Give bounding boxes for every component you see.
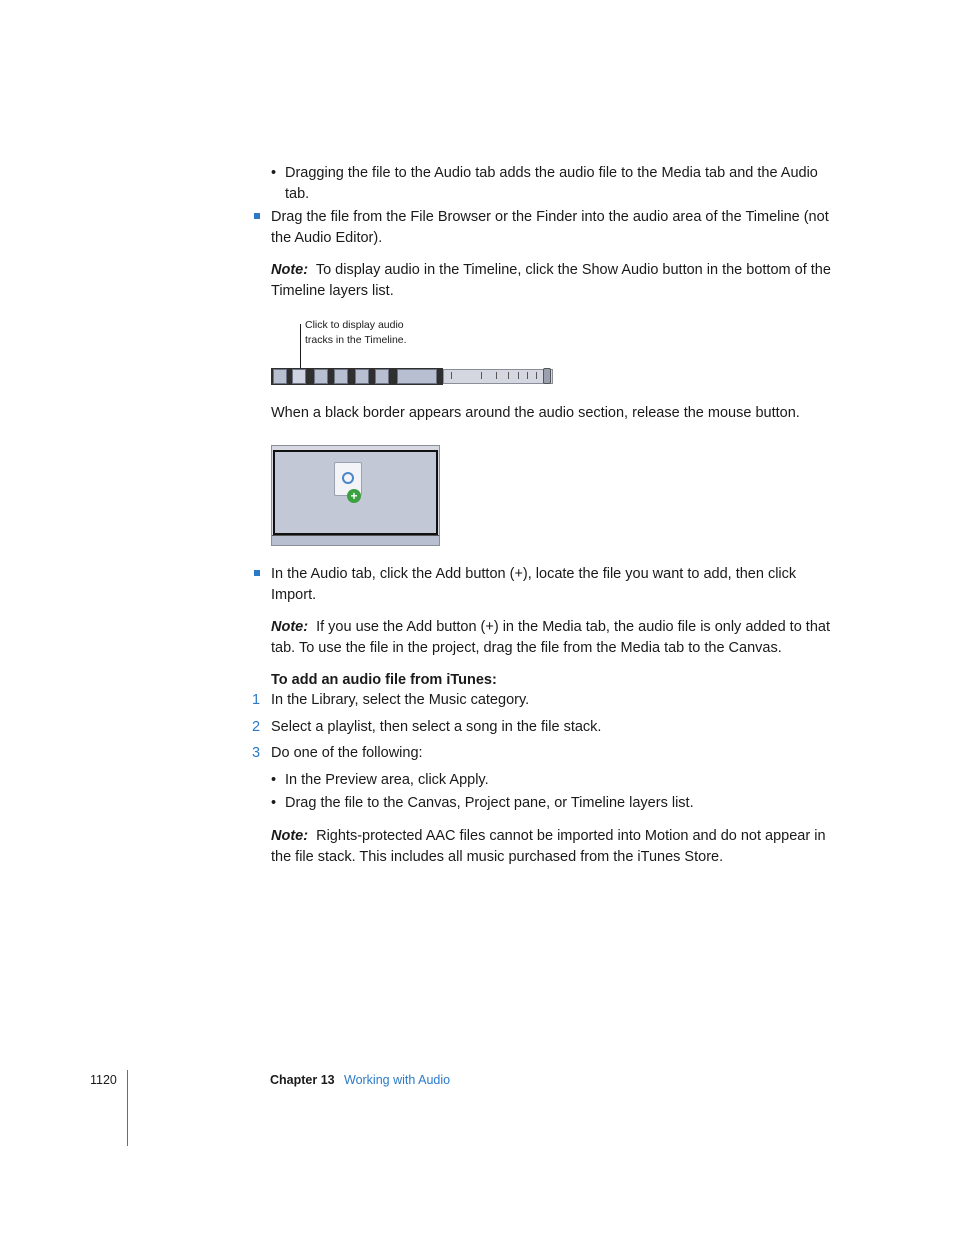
step-text: Select a playlist, then select a song in the file stack. xyxy=(271,719,602,735)
sub-bullet-text: In the Preview area, click Apply. xyxy=(285,772,489,788)
slider-tick xyxy=(508,372,509,379)
mini-toolbar xyxy=(272,535,439,545)
note-text: If you use the Add button (+) in the Media tab, the audio file is only added to that tab. To use the file in the project, drag the file from the Media tab to the Canvas. xyxy=(271,619,830,656)
step-number: 2 xyxy=(252,719,261,735)
speaker-icon xyxy=(342,472,354,484)
slider-tick xyxy=(527,372,528,379)
sub-bullet-text: Dragging the file to the Audio tab adds the audio file to the Media tab and the Audio tab. xyxy=(285,165,818,202)
footer-rule xyxy=(127,1070,128,1146)
slider-tick xyxy=(481,372,482,379)
note xyxy=(271,260,831,301)
slider-tick xyxy=(496,372,497,379)
slider-tick xyxy=(451,372,452,379)
note-label: Note: xyxy=(271,619,309,635)
square-bullet-icon xyxy=(254,570,260,576)
square-bullet-icon xyxy=(254,213,260,219)
note-text: To display audio in the Timeline, click the Show Audio button in the bottom of the Timeline layers list. xyxy=(271,262,831,299)
layers-icon[interactable] xyxy=(273,369,287,384)
callout-line xyxy=(300,324,301,370)
sub-bullet-text: Drag the file to the Canvas, Project pane, or Timeline layers list. xyxy=(285,795,694,811)
note xyxy=(271,617,831,658)
page-number: 1120 xyxy=(90,1073,117,1087)
callout-text: Click to display audio tracks in the Timeline. xyxy=(305,319,407,346)
sub-bullet-dot: • xyxy=(271,795,277,811)
note-label: Note: xyxy=(271,262,309,278)
footer-chapter-title: Working with Audio xyxy=(344,1073,451,1087)
bullet-text: Drag the file from the File Browser or the Finder into the audio area of the Timeline (not the Audio Editor). xyxy=(271,209,829,246)
group-icon[interactable] xyxy=(375,369,389,384)
sub-bullet-dot: • xyxy=(271,165,277,181)
step-number: 1 xyxy=(252,692,261,708)
keyframe-icon[interactable] xyxy=(314,369,328,384)
slider-thumb[interactable] xyxy=(543,368,551,384)
note xyxy=(271,826,831,867)
note-label: Note: xyxy=(271,828,309,844)
sub-bullet-dot: • xyxy=(271,772,277,788)
procedure-heading: To add an audio file from iTunes: xyxy=(271,672,497,688)
step-number: 3 xyxy=(252,745,261,761)
add-plus-icon: + xyxy=(347,489,361,503)
gear-icon[interactable] xyxy=(355,369,369,384)
step-text: In the Library, select the Music category. xyxy=(271,692,530,708)
note-text: Rights-protected AAC files cannot be imported into Motion and do not appear in the file stack. This includes all music purchased from the iTunes Store. xyxy=(271,828,826,865)
step-text: Do one of the following: xyxy=(271,745,423,761)
bullet-text: In the Audio tab, click the Add button (+), locate the file you want to add, then click Import. xyxy=(271,566,797,603)
slider-tick xyxy=(536,372,537,379)
slider-tick xyxy=(518,372,519,379)
footer-chapter: Chapter 13 xyxy=(270,1073,335,1087)
show-audio-icon[interactable] xyxy=(292,369,306,384)
paragraph: When a black border appears around the audio section, release the mouse button. xyxy=(271,405,800,421)
mask-icon[interactable] xyxy=(334,369,348,384)
zoom-out-icon[interactable] xyxy=(397,369,437,384)
